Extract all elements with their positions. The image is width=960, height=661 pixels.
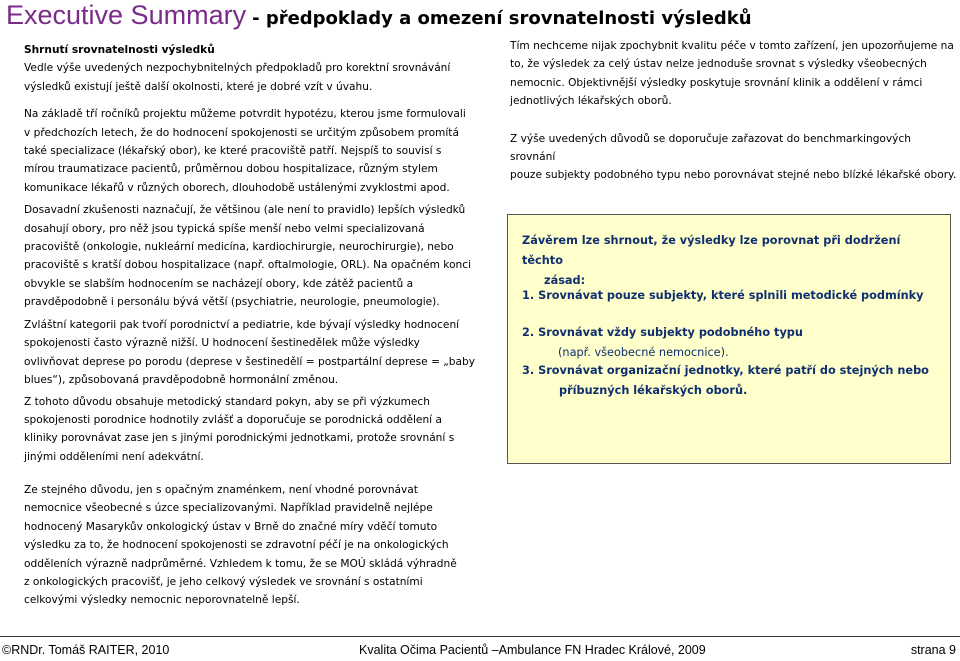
text-line: to, že výsledek za celý ústav nelze jednoduše srovnat s výsledky všeobecných (510, 58, 927, 71)
text-line: obvykle se slabším hodnocením se nacházejí obory, kde zátěž pacientů a (24, 277, 414, 290)
principle-item-3-line: příbuzných lékařských oborů. (559, 384, 748, 397)
text-line: nemocnic. Objektivnější výsledky poskytuje srovnání klinik a oddělení v rámci (510, 76, 923, 89)
text-line: komunikace lékařů v různých oborech, dlouhodobě ustálenými zvyklostmi apod. (24, 181, 450, 194)
footer-project: Kvalita Očima Pacientů –Ambulance FN Hradec Králové, 2009 (359, 643, 706, 657)
text-line: Dosavadní zkušenosti naznačují, že většinou (ale není to pravidlo) lepších výsledků (24, 204, 466, 217)
conclusion-line: Závěrem lze shrnout, že výsledky lze porovnat při dodržení těchto (522, 234, 901, 267)
principle-item-3 (522, 361, 929, 401)
text-line: jednotlivých lékařských oborů. (510, 95, 672, 108)
text-line: mírou traumatizace pacientů, průměrnou dobou hospitalizace, různým stylem (24, 163, 438, 176)
text-line: z onkologických pracovišť, je jeho celkový výsledek ve srovnání s ostatními (24, 576, 423, 589)
text-line: dosahují obory, pro něž jsou typická spíše menší nebo velmi specializovaná (24, 222, 425, 235)
title-main: Executive Summary (6, 0, 247, 30)
text-line: Z tohoto důvodu obsahuje metodický standard pokyn, aby se při výzkumech (24, 395, 430, 408)
text-line: také specializace (lékařský obor), ke které pracoviště patří. Nejspíš to souvisí s (24, 145, 442, 158)
left-middle-section (24, 316, 494, 466)
text-line: Na základě tří ročníků projektu můžeme potvrdit hypotézu, kterou jsme formulovali (24, 108, 466, 121)
principle-item-2-note: (např. všeobecné nemocnice). (558, 346, 729, 359)
conclusion-box (507, 214, 951, 464)
text-line: pravděpodobně i personálu bývá větší (psychiatrie, neurologie, pneumologie). (24, 296, 440, 309)
title-subtitle: - předpoklady a omezení srovnatelnosti výsledků (252, 8, 752, 29)
principle-item-2-label: 2. Srovnávat vždy subjekty podobného typu (522, 326, 803, 339)
footer-divider (0, 636, 960, 637)
text-line: Zvláštní kategorii pak tvoří porodnictví a pediatrie, kde bývají výsledky hodnocení (24, 319, 460, 331)
footer-page-number: strana 9 (910, 643, 956, 657)
text-line: hodnocený Masarykův onkologický ústav v Brně do značné míry vděčí tomuto (24, 520, 438, 533)
page-title (6, 0, 752, 31)
bottom-section (24, 481, 494, 610)
text-line: celkovými výsledky nemocnic neporovnatelně lepší. (24, 594, 300, 607)
principle-item-2 (522, 323, 803, 363)
text-line: odděleních výrazně nadprůměrné. Vzhledem k tomu, že se MOÚ skládá výhradně (24, 557, 457, 570)
left-top-section (24, 41, 494, 312)
text-line: Ze stejného důvodu, jen s opačným znaménkem, není vhodné porovnávat (24, 484, 418, 496)
text-line: nemocnice všeobecné s úzce specializovanými. Například pravidelně nejlépe (24, 502, 433, 515)
text-line: pracoviště s kratší dobou hospitalizace (např. oftalmologie, ORL). Na opačném konci (24, 259, 472, 272)
text-line: pracoviště (onkologie, nukleární medicína, kardiochirurgie, neurochirurgie), nebo (24, 241, 454, 254)
text-line: jinými odděleními není adekvátní. (24, 450, 204, 463)
text-line: kliniky porovnávat zase jen s jinými porodnickými jednotkami, protože srovnání s (24, 432, 455, 445)
principle-item-3-line: 3. Srovnávat organizační jednotky, které patří do stejných nebo (522, 364, 929, 377)
text-line: výsledku za to, že hodnocení spokojenosti se zdravotní péčí je na onkologických (24, 539, 449, 552)
text-line: spokojenosti často výrazně nižší. U hodnocení šestinedělek může výsledky (24, 337, 420, 350)
right-top-section (510, 37, 958, 185)
section-heading: Shrnutí srovnatelnosti výsledků (24, 44, 215, 56)
text-line: spokojenosti porodnice hodnotily zvlášť a doporučuje se porodnická oddělení a (24, 414, 442, 427)
principle-item-1: 1. Srovnávat pouze subjekty, které splnili metodické podmínky (522, 289, 924, 302)
conclusion-text (522, 231, 922, 291)
text-line: blues“), způsobovaná pravděpodobně hormonální změnou. (24, 374, 339, 387)
text-line: Z výše uvedených důvodů se doporučuje zařazovat do benchmarkingových srovnání (510, 132, 911, 164)
text-line: výsledků existují ještě další okolnosti, které je dobré vzít v úvahu. (24, 80, 373, 93)
text-line: v předchozích letech, že do hodnocení spokojenosti se určitým způsobem promítá (24, 126, 459, 139)
text-line: Tím nechceme nijak zpochybnit kvalitu péče v tomto zařízení, jen upozorňujeme na (510, 40, 954, 52)
footer-author: ©RNDr. Tomáš RAITER, 2010 (2, 643, 170, 657)
text-line: pouze subjekty podobného typu nebo porovnávat stejné nebo blízké lékařské obory. (510, 169, 957, 182)
conclusion-line: zásad: (544, 274, 586, 287)
text-line: Vedle výše uvedených nezpochybnitelných předpokladů pro korektní srovnávání (24, 62, 451, 75)
text-line: ovlivňovat deprese po porodu (deprese v šestinedělí = postpartální deprese = „baby (24, 355, 476, 368)
